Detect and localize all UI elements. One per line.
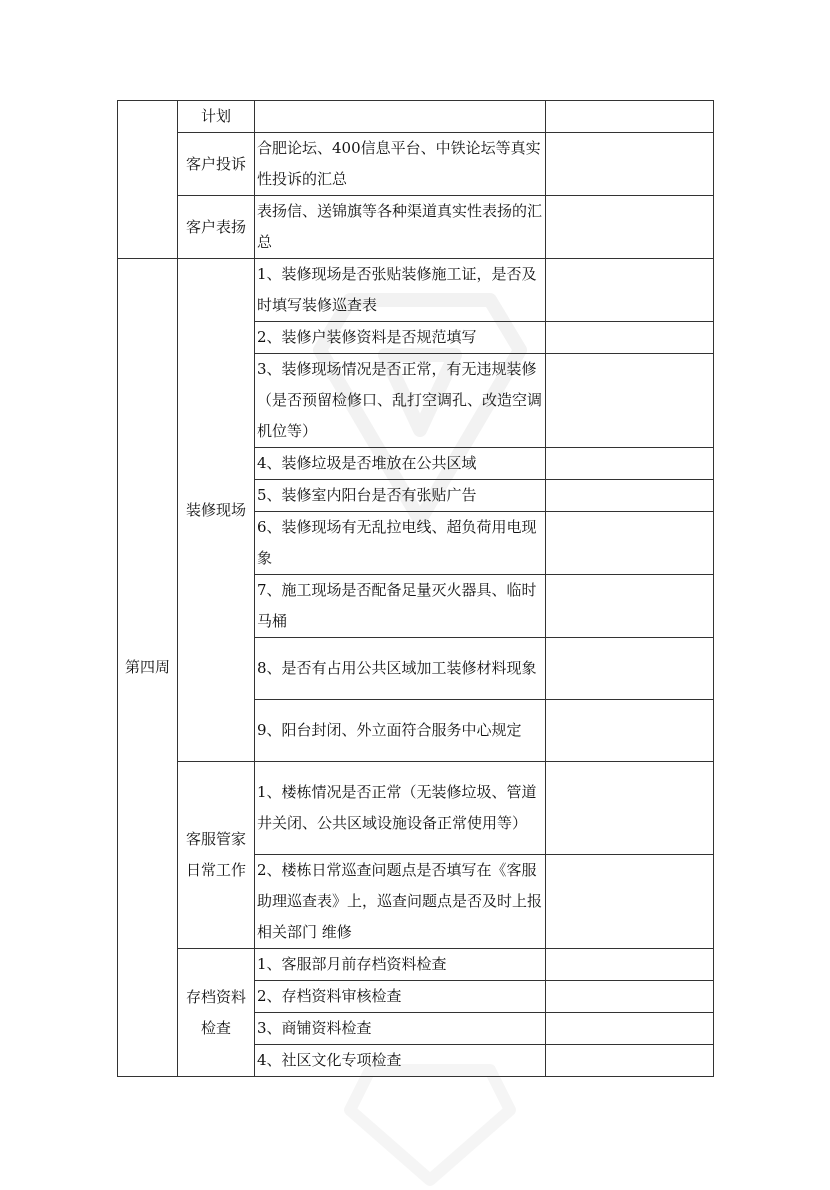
- category-cell: [178, 949, 255, 1077]
- item-cell: 2、存档资料审核检查: [255, 981, 546, 1013]
- remark-cell: [546, 1045, 714, 1077]
- remark-cell: [546, 949, 714, 981]
- item-cell: 9、阳台封闭、外立面符合服务中心规定: [255, 700, 546, 762]
- table-row: [118, 949, 714, 981]
- remark-cell: [546, 700, 714, 762]
- remark-cell: [546, 512, 714, 575]
- item-cell: 1、客服部月前存档资料检查: [255, 949, 546, 981]
- item-cell: 2、楼栋日常巡查问题点是否填写在《客服助理巡查表》上，巡查问题点是否及时上报相关部门 维修: [255, 855, 546, 949]
- remark-cell: [546, 322, 714, 354]
- table-row: [118, 196, 714, 259]
- remark-cell: [546, 133, 714, 196]
- item-cell: 8、是否有占用公共区域加工装修材料现象: [255, 638, 546, 700]
- table-row: [118, 762, 714, 855]
- category-line: 检查: [200, 1018, 231, 1037]
- item-cell: [255, 101, 546, 133]
- table-row: [118, 101, 714, 133]
- item-cell: 7、施工现场是否配备足量灭火器具、临时马桶: [255, 575, 546, 638]
- item-cell: 表扬信、送锦旗等各种渠道真实性表扬的汇总: [255, 196, 546, 259]
- remark-cell: [546, 354, 714, 448]
- item-cell: 6、装修现场有无乱拉电线、超负荷用电现象: [255, 512, 546, 575]
- remark-cell: [546, 981, 714, 1013]
- item-cell: 3、商铺资料检查: [255, 1013, 546, 1045]
- remark-cell: [546, 1013, 714, 1045]
- inspection-table: [117, 100, 714, 1077]
- remark-cell: [546, 448, 714, 480]
- item-cell: 2、装修户装修资料是否规范填写: [255, 322, 546, 354]
- category-cell: [178, 762, 255, 949]
- category-line: 日常工作: [185, 861, 246, 879]
- item-cell: 1、装修现场是否张贴装修施工证，是否及时填写装修巡查表: [255, 259, 546, 322]
- week-label: 第四周: [118, 259, 178, 1077]
- category-line: 客服管家: [185, 830, 246, 848]
- table-row: [118, 133, 714, 196]
- week-cell-empty: [118, 101, 178, 259]
- remark-cell: [546, 855, 714, 949]
- remark-cell: [546, 762, 714, 855]
- category-cell: 装修现场: [178, 259, 255, 762]
- remark-cell: [546, 575, 714, 638]
- item-cell: 5、装修室内阳台是否有张贴广告: [255, 480, 546, 512]
- item-cell: 3、装修现场情况是否正常，有无违规装修（是否预留检修口、乱打空调孔、改造空调机位等）: [255, 354, 546, 448]
- table-row: [118, 259, 714, 322]
- item-cell: 合肥论坛、400信息平台、中铁论坛等真实性投诉的汇总: [255, 133, 546, 196]
- remark-cell: [546, 638, 714, 700]
- category-cell: 客户表扬: [178, 196, 255, 259]
- category-line: 存档资料: [185, 987, 246, 1006]
- category-cell: 计划: [178, 101, 255, 133]
- item-cell: 1、楼栋情况是否正常（无装修垃圾、管道井关闭、公共区域设施设备正常使用等）: [255, 762, 546, 855]
- category-cell: 客户投诉: [178, 133, 255, 196]
- item-cell: 4、社区文化专项检查: [255, 1045, 546, 1077]
- remark-cell: [546, 480, 714, 512]
- remark-cell: [546, 259, 714, 322]
- remark-cell: [546, 196, 714, 259]
- remark-cell: [546, 101, 714, 133]
- item-cell: 4、装修垃圾是否堆放在公共区域: [255, 448, 546, 480]
